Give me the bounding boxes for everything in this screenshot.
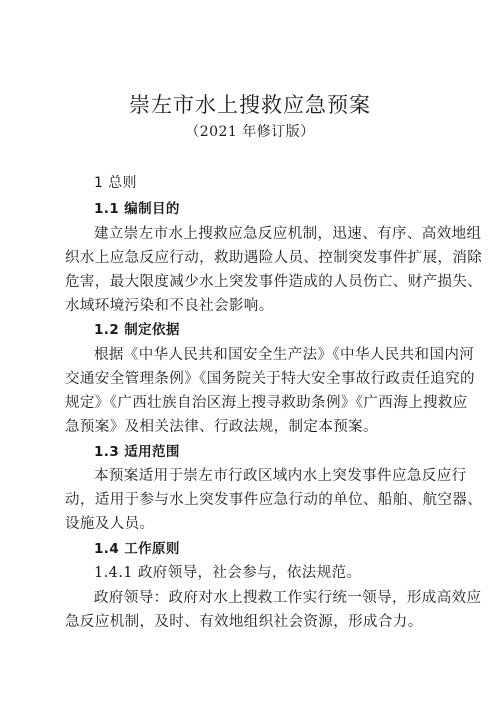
document-subtitle: （2021 年修订版） [185, 124, 315, 140]
paragraph-line: 动，适用于参与水上突发事件应急行动的单位、船舶、航空器、 [65, 492, 483, 508]
paragraph-line: 规定》《广西壮族自治区海上搜寻救助条例》《广西海上搜救应 [65, 395, 468, 411]
paragraph-line: 交通安全管理条例》《国务院关于特大安全事故行政责任追究的 [65, 371, 475, 387]
section-1-4-1-heading: 1.4.1 政府领导，社会参与，依法规范。 [94, 565, 362, 581]
paragraph-line: 急反应机制，及时、有效地组织社会资源，形成合力。 [65, 614, 423, 630]
paragraph-line: 建立崇左市水上搜救应急反应机制，迅速、有序、高效地组 [94, 226, 482, 242]
paragraph-line: 根据《中华人民共和国安全生产法》《中华人民共和国内河 [94, 347, 475, 363]
document-title: 崇左市水上搜救应急预案 [129, 93, 371, 117]
section-1-3-heading: 1.3 适用范围 [94, 444, 180, 460]
section-1-2-heading: 1.2 制定依据 [94, 322, 180, 338]
paragraph-line: 急预案》及相关法律、行政法规，制定本预案。 [65, 419, 378, 435]
section-1-4-heading: 1.4 工作原则 [94, 541, 180, 557]
paragraph-line: 设施及人员。 [65, 516, 155, 532]
paragraph-line: 危害，最大限度减少水上突发事件造成的人员伤亡、财产损失、 [65, 274, 483, 290]
paragraph-line: 织水上应急反应行动，救助遇险人员、控制突发事件扩展，消除 [65, 250, 483, 266]
paragraph-line: 水域环境污染和不良社会影响。 [65, 298, 274, 314]
section-1-heading: 1 总则 [94, 175, 137, 191]
paragraph-line: 本预案适用于崇左市行政区域内水上突发事件应急反应行 [94, 468, 467, 484]
section-1-1-heading: 1.1 编制目的 [94, 201, 180, 217]
paragraph-line: 政府领导：政府对水上搜救工作实行统一领导，形成高效应 [94, 590, 482, 606]
